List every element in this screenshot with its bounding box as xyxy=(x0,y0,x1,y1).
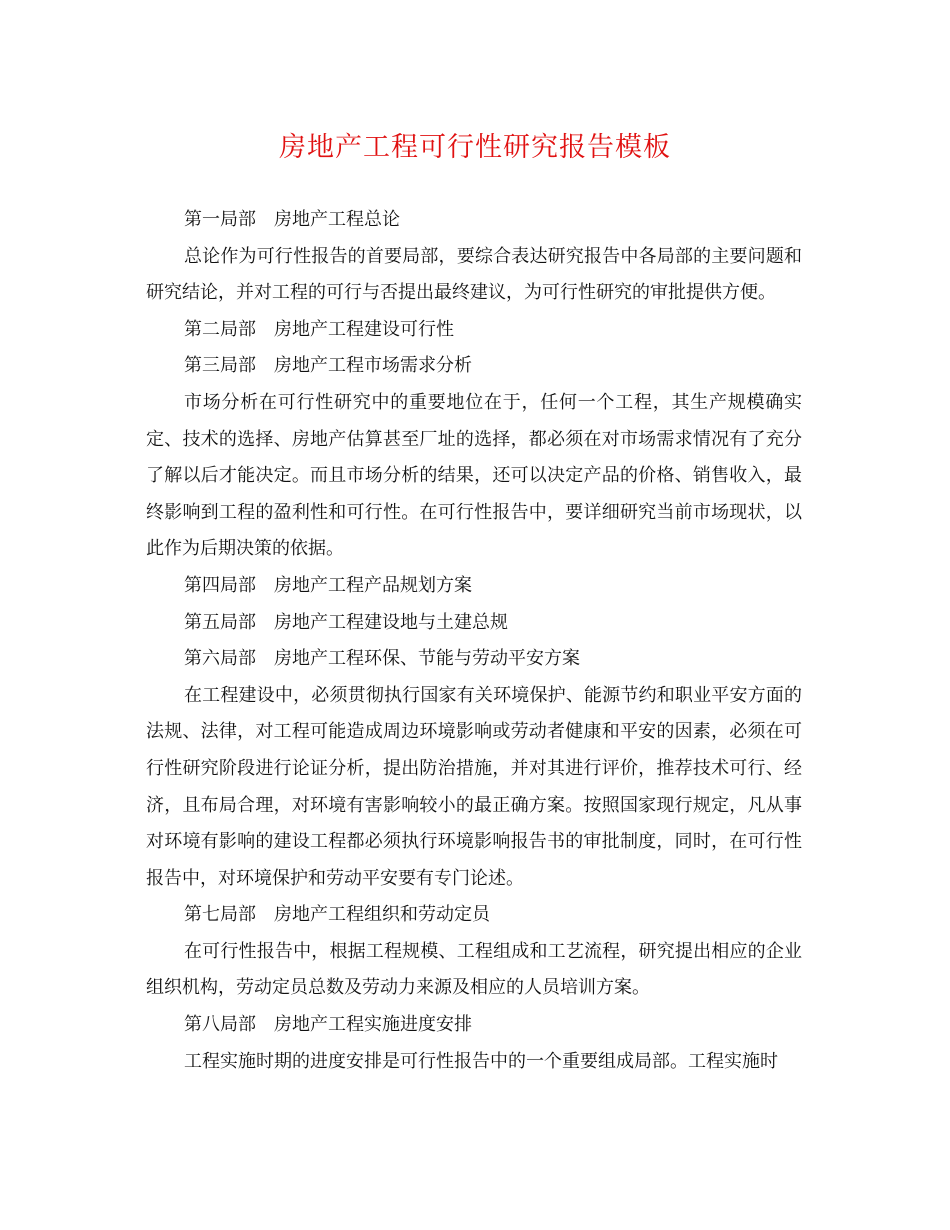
section-heading-text: 房地产工程总论 xyxy=(274,209,400,230)
document-body xyxy=(146,202,802,1080)
section-heading xyxy=(146,605,802,642)
section-heading-text: 房地产工程市场需求分析 xyxy=(274,355,472,377)
body-paragraph: 在可行性报告中，根据工程规模、工程组成和工艺流程，研究提出相应的企业组织机构，劳动定员总数及劳动力来源及相应的人员培训方案。 xyxy=(146,940,802,999)
body-paragraph: 在工程建设中，必须贯彻执行国家有关环境保护、能源节约和职业平安方面的法规、法律，对工程可能造成周边环境影响或劳动者健康和平安的因素，必须在可行性研究阶段进行论证分析，提出防治措施，并对其进行评价，推荐技术可行、经济，且布局合理，对环境有害影响较小的最正确方案。按照国家现行规定，凡从事对环境有影响的建设工程都必须执行环境影响报告书的审批制度，同时，在可行性报告中，对环境保护和劳动平安要有专门论述。 xyxy=(146,684,802,889)
section-heading-text: 房地产工程组织和劳动定员 xyxy=(274,904,490,926)
section-heading-text: 房地产工程产品规划方案 xyxy=(274,574,472,596)
section-heading xyxy=(146,202,802,239)
section-heading-text: 房地产工程环保、节能与劳动平安方案 xyxy=(274,648,580,670)
section-part-label: 第二局部 xyxy=(184,318,256,340)
document-title: 房地产工程可行性研究报告模板 xyxy=(279,132,671,163)
section-part-label: 第一局部 xyxy=(184,209,256,230)
body-paragraph: 市场分析在可行性研究中的重要地位在于，任何一个工程，其生产规模确实定、技术的选择、房地产估算甚至厂址的选择，都必须在对市场需求情况有了充分了解以后才能决定。而且市场分析的结果，还可以决定产品的价格、销售收入，最终影响到工程的盈利性和可行性。在可行性报告中，要详细研究当前市场现状，以此作为后期决策的依据。 xyxy=(146,391,802,560)
section-part-label: 第五局部 xyxy=(184,611,256,633)
section-heading xyxy=(146,312,802,349)
section-heading-text: 房地产工程建设地与土建总规 xyxy=(274,611,508,633)
section-heading xyxy=(146,1007,802,1044)
section-part-label: 第三局部 xyxy=(184,355,256,377)
section-part-label: 第七局部 xyxy=(184,904,256,926)
section-heading xyxy=(146,641,802,678)
section-heading xyxy=(146,897,802,934)
section-heading-text: 房地产工程建设可行性 xyxy=(274,318,454,340)
body-paragraph: 总论作为可行性报告的首要局部，要综合表达研究报告中各局部的主要问题和研究结论，并对工程的可行与否提出最终建议，为可行性研究的审批提供方便。 xyxy=(146,245,802,304)
section-part-label: 第六局部 xyxy=(184,648,256,670)
section-heading-text: 房地产工程实施进度安排 xyxy=(274,1014,472,1036)
section-part-label: 第四局部 xyxy=(184,574,256,596)
section-heading xyxy=(146,348,802,385)
section-part-label: 第八局部 xyxy=(184,1014,256,1036)
body-paragraph: 工程实施时期的进度安排是可行性报告中的一个重要组成局部。工程实施时 xyxy=(184,1050,778,1072)
section-heading xyxy=(146,568,802,605)
